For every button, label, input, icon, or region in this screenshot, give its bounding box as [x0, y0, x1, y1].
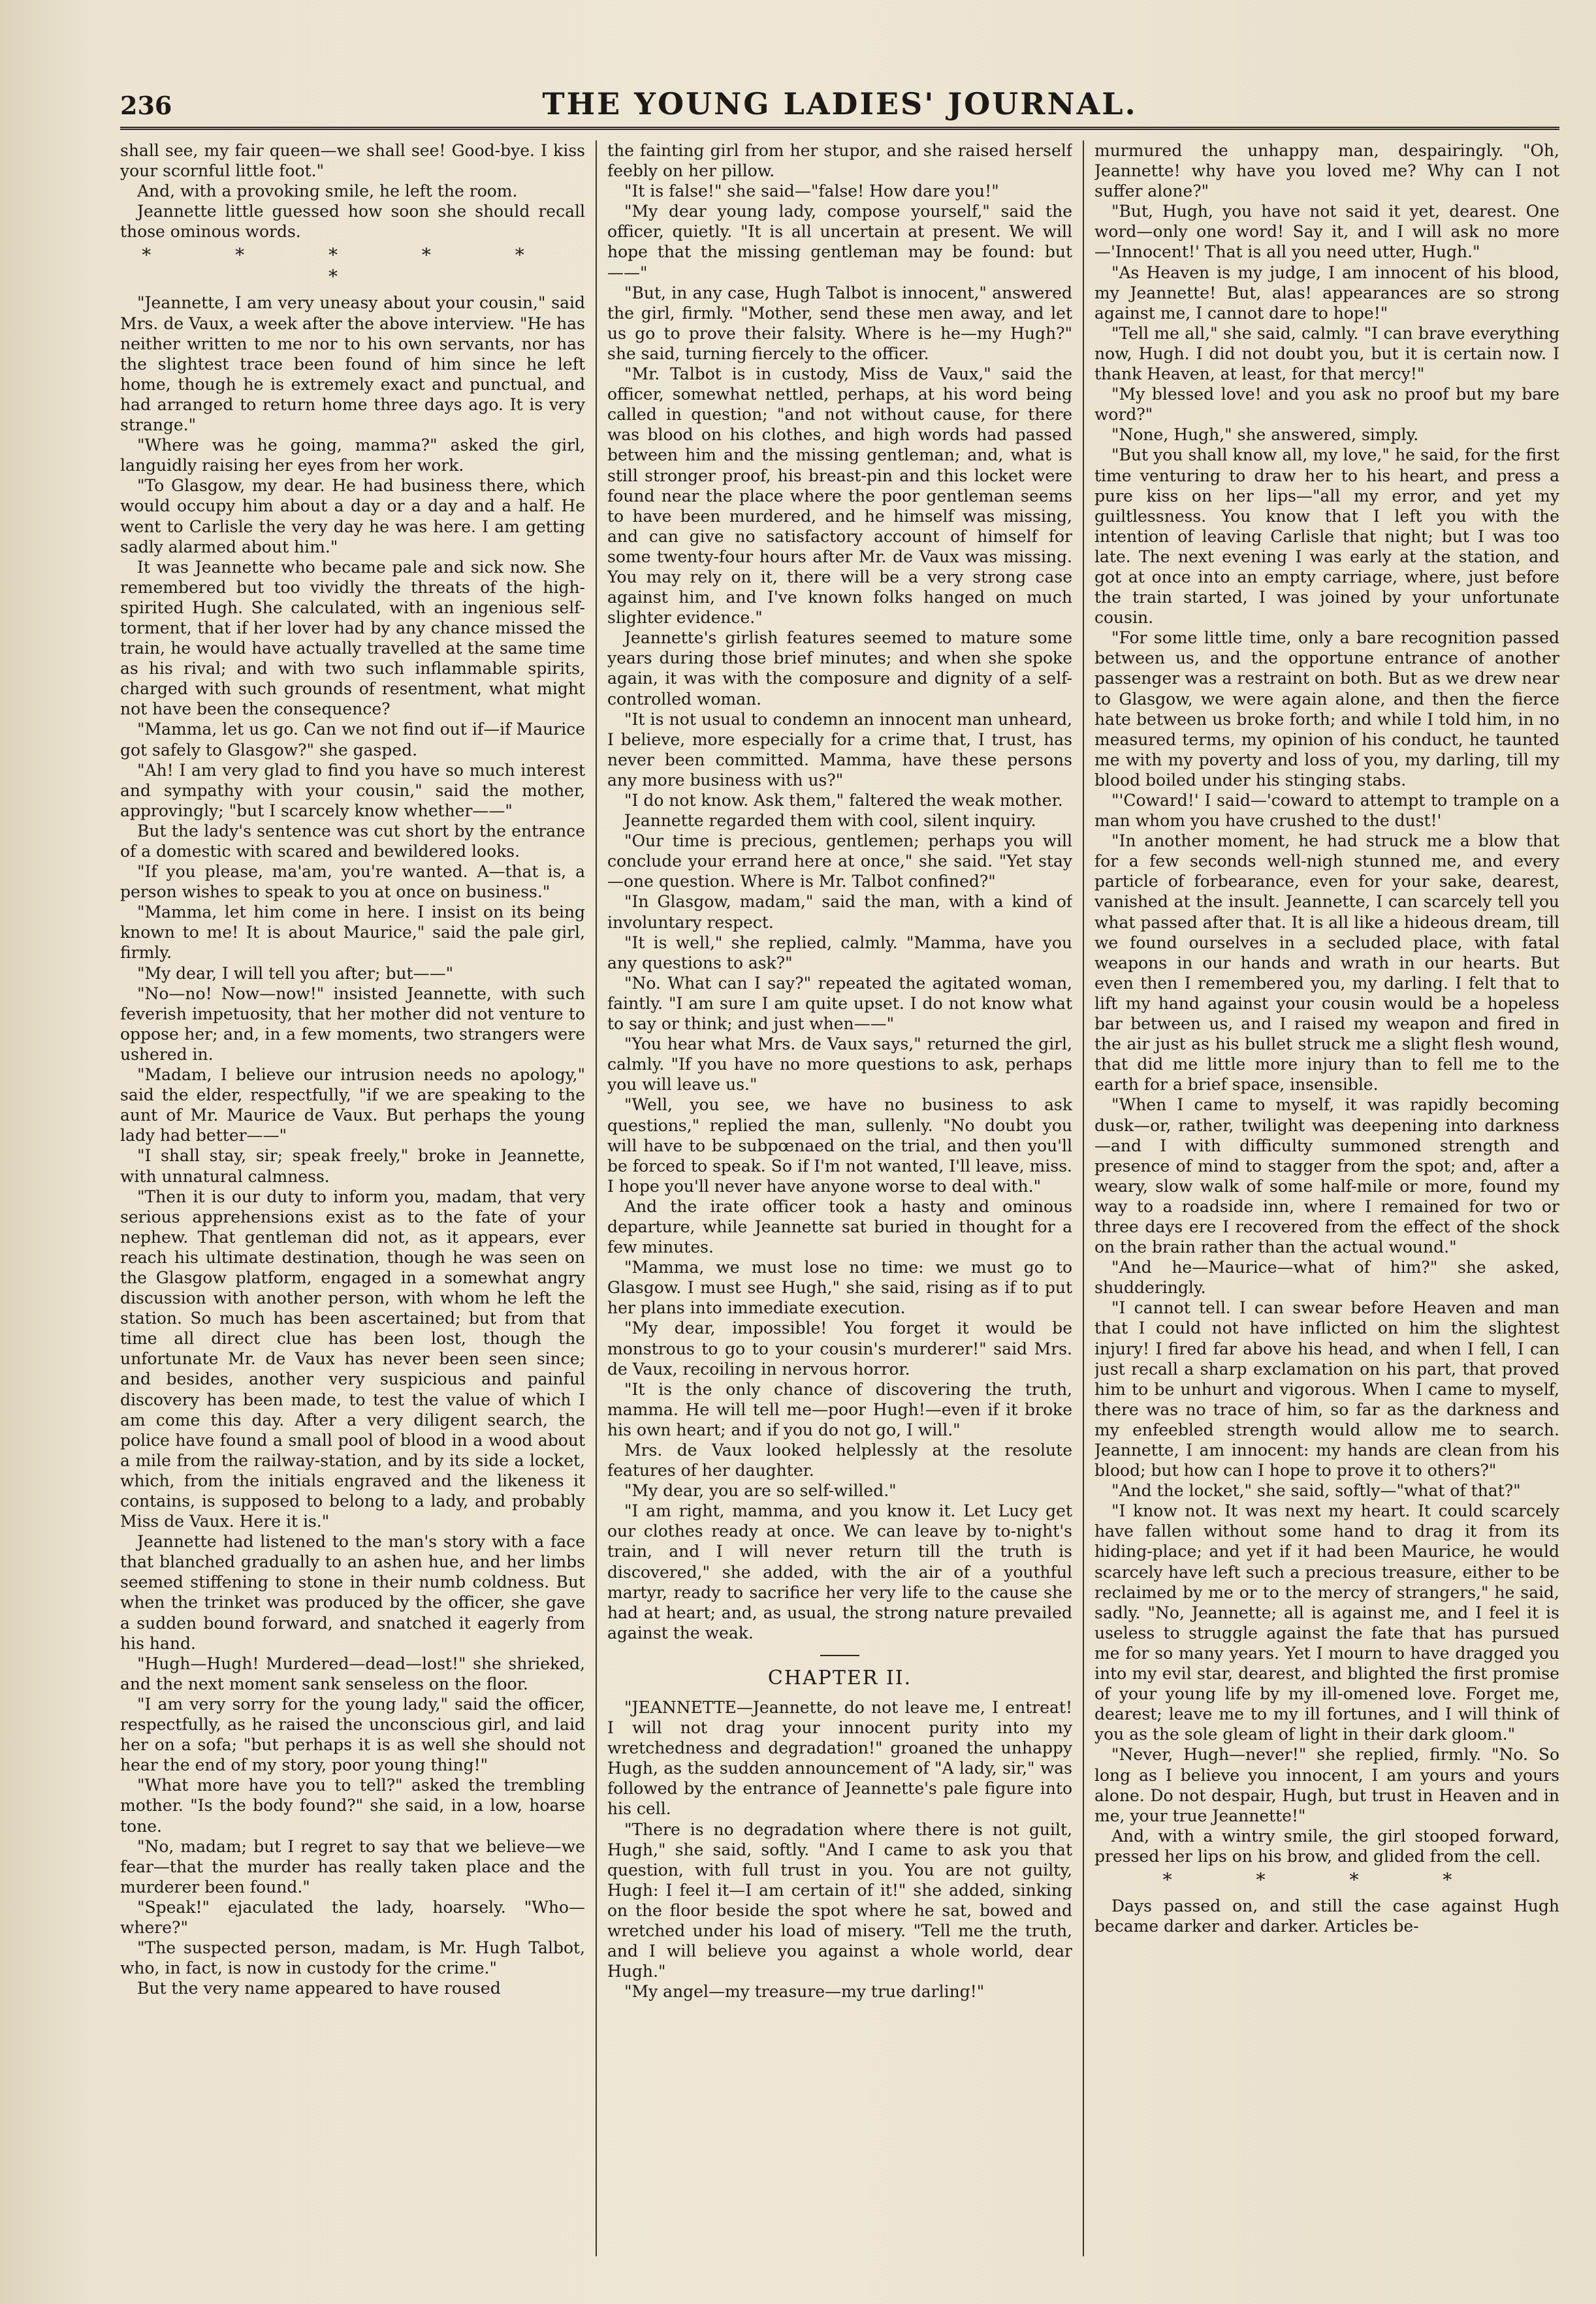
paragraph: Jeannette had listened to the man's story with a face that blanched gradually to an ashen hue, and her limbs seemed stiffening to stone in their numb coldness. But when the trinket was produced by the officer, she gave a sudden bound forward, and snatched it eagerly from his hand.: [120, 1532, 585, 1653]
paragraph: "No. What can I say?" repeated the agitated woman, faintly. "I am sure I am quite upset. I do not know what to say or think; and just when——": [607, 973, 1072, 1034]
paragraph: "Mamma, let us go. Can we not find out if—if Maurice got safely to Glasgow?" she gasped.: [120, 720, 585, 760]
paragraph: "Mr. Talbot is in custody, Miss de Vaux," said the officer, somewhat nettled, perhaps, at his word being called in question; "and not without cause, for there was blood on his clothes, and high words had passed between him and the missing gentleman; and, what is still stronger proof, his breast-pin and this locket were found near the place where the poor gentleman seems to have been murdered, and he himself was missing, and can give no satisfactory account of himself for some twenty-four hours after Mr. de Vaux was missing. You may rely on it, there will be a very strong case against him, and I've known folks hanged on much slighter evidence.": [607, 364, 1072, 628]
paragraph: "It is false!" she said—"false! How dare you!": [624, 182, 999, 201]
paragraph: Jeannette's girlish features seemed to mature some years during those brief minutes; and when she spoke again, it was with the composure and dignity of a self-controlled woman.: [607, 628, 1072, 709]
paragraph: "In another moment, he had struck me a blow that for a few seconds well-nigh stunned me, and every particle of forbearance, even for your sake, dearest, vanished at the insult. Jeannette, I can scarcely tell you what passed after that. It is all like a hideous dream, till we found ourselves in a secluded place, with fatal weapons in our hands and wrath in our hearts. But even then I remembered you, my darling. I felt that to lift my hand against your cousin would be a hopeless bar between us, and I raised my weapon and fired in the air just as his bullet struck me a slight flesh wound, that did me little more injury than to fell me to the earth for a brief space, insensible.: [1094, 831, 1559, 1095]
paragraph: murmured the unhappy man, despairingly. "Oh, Jeannette! why have you loved me? Why can I not suffer alone?": [1094, 141, 1559, 201]
paragraph: "But you shall know all, my love," he said, for the first time venturing to draw her to his heart, and press a pure kiss on her lips—"all my error, and yet my guiltlessness. You know that I left you with the intention of leaving Carlisle that night; but I was too late. The next evening I was early at the station, and got at once into an empty carriage, where, just before the train started, I was joined by your unfortunate cousin.: [1094, 445, 1559, 628]
paragraph: "It is well," she replied, calmly. "Mamma, have you any questions to ask?": [607, 933, 1072, 972]
column-2: [607, 140, 1072, 2256]
page-number: 236: [120, 91, 172, 120]
paragraph: "Madam, I believe our intrusion needs no apology," said the elder, respectfully, "if we are speaking to the aunt of Mr. Maurice de Vaux. But perhaps the young lady had better——": [120, 1065, 585, 1145]
paragraph: "Where was he going, mamma?" asked the girl, languidly raising her eyes from her work.: [120, 436, 585, 475]
paragraph: "Tell me all," she said, calmly. "I can brave everything now, Hugh. I did not doubt you, but it is certain now. I thank Heaven, at least, for that mercy!": [1094, 323, 1559, 384]
paragraph: "Speak!" ejaculated the lady, hoarsely. "Who—where?": [120, 1897, 585, 1937]
paragraph: "No, madam; but I regret to say that we believe—we fear—that the murder has really taken place and the murderer been found.": [120, 1836, 585, 1896]
paragraph: "JEANNETTE—Jeannette, do not leave me, I entreat! I will not drag your innocent purity into my wretchedness and degradation!" groaned the unhappy Hugh, as the sudden announcement of "A lady, sir," was followed by the entrance of Jeannette's pale figure into his cell.: [607, 1697, 1072, 1819]
paragraph: "For some little time, only a bare recognition passed between us, and the opportune entrance of another passenger was a restraint on both. But as we drew near to Glasgow, we were again alone, and then the fierce hate between us broke forth; and while I told him, in no measured terms, my opinion of his conduct, he taunted me with my poverty and loss of you, my darling, till my blood boiled under his stinging stabs.: [1094, 628, 1559, 790]
paragraph: "I cannot tell. I can swear before Heaven and man that I could not have inflicted on him the slightest injury! I fired far above his head, and when I fell, I can just recall a sharp exclamation on his part, that proved him to be unhurt and vigorous. When I came to myself, there was no trace of him, so far as the darkness and my enfeebled strength would allow me to search. Jeannette, I am innocent: my hands are clean from his blood; but how can I hope to prove it to others?": [1094, 1298, 1559, 1480]
page-header: [120, 84, 1559, 130]
paragraph: "I am right, mamma, and you know it. Let Lucy get our clothes ready at once. We can leave by to-night's train, and I will never return till the truth is discovered," she added, with the air of a youthful martyr, ready to sacrifice her very life to the cause she had at heart; and, as usual, the strong nature prevailed against the weak.: [607, 1501, 1072, 1642]
paragraph: "My dear, I will tell you after; but——": [137, 963, 454, 983]
paragraph: "I know not. It was next my heart. It could scarcely have fallen without some hand to drag it from its hiding-place; and yet if it had been Maurice, he would scarcely have left such a precious treasure, either to be reclaimed by me or to the mercy of strangers," he said, sadly. "No, Jeannette; all is against me, and I feel it is useless to struggle against the fate that has pursued me for so many years. Yet I mourn to have dragged you into my evil star, dearest, and blighted the first promise of your young life by my ill-omened love. Forget me, dearest; leave me to my ill fortunes, and I will think of you as the sole gleam of light in their dark gloom.": [1094, 1501, 1559, 1744]
paragraph: "'Coward!' I said—'coward to attempt to trample on a man whom you have crushed to the dust!': [1094, 791, 1559, 831]
paragraph: "Ah! I am very glad to find you have so much interest and sympathy with your cousin," said the mother, approvingly; "but I scarcely know whether——": [120, 760, 585, 820]
paragraph: Jeannette little guessed how soon she should recall those ominous words.: [120, 202, 585, 242]
paragraph: But the lady's sentence was cut short by the entrance of a domestic with scared and bewildered looks.: [120, 821, 585, 861]
paragraph: "Our time is precious, gentlemen; perhaps you will conclude your errand here at once," she said. "Yet stay—one question. Where is Mr. Talbot confined?": [607, 831, 1072, 891]
paragraph: "My dear young lady, compose yourself," said the officer, quietly. "It is all uncertain at present. We will hope that the missing gentleman may be found: but——": [607, 202, 1072, 282]
paragraph: "I shall stay, sir; speak freely," broke in Jeannette, with unnatural calmness.: [120, 1146, 585, 1186]
paragraph: "None, Hugh," she answered, simply.: [1111, 425, 1419, 445]
paragraph: "The suspected person, madam, is Mr. Hugh Talbot, who, in fact, is now in custody for the crime.": [120, 1938, 585, 1978]
paragraph: "And he—Maurice—what of him?" she asked, shudderingly.: [1094, 1258, 1559, 1298]
paragraph: Days passed on, and still the case against Hugh became darker and darker. Articles be-: [1094, 1896, 1559, 1936]
paragraph: "My angel—my treasure—my true darling!": [624, 1982, 985, 2002]
paragraph: "My dear, impossible! You forget it would be monstrous to go to your cousin's murderer!" said Mrs. de Vaux, recoiling in nervous horror.: [607, 1319, 1072, 1379]
paragraph: "Never, Hugh—never!" she replied, firmly. "No. So long as I believe you innocent, I am yours and yours alone. Do not despair, Hugh, but trust in Heaven and in me, your true Jeannette!": [1094, 1745, 1559, 1825]
chapter-heading: CHAPTER II.: [767, 1666, 912, 1689]
paragraph: "And the locket," she said, softly—"what of that?": [1111, 1481, 1521, 1501]
paragraph: "As Heaven is my judge, I am innocent of his blood, my Jeannette! But, alas! appearances are so strong against me, I cannot dare to hope!": [1094, 263, 1559, 323]
paragraph: Mrs. de Vaux looked helplessly at the resolute features of her daughter.: [607, 1441, 1072, 1480]
paragraph: "I am very sorry for the young lady," said the officer, respectfully, as he raised the unconscious girl, and laid her on a sofa; "but perhaps it is as well she should not hear the end of my story, poor young thing!": [120, 1694, 585, 1775]
paragraph: "My dear, you are so self-willed.": [624, 1481, 897, 1501]
paragraph: "Jeannette, I am very uneasy about your cousin," said Mrs. de Vaux, a week after the above interview. "He has neither written to me nor to his own servants, nor has the slightest trace been found of him since he left home, though he is extremely exact and punctual, and had arranged to return home three days ago. It is very strange.": [120, 293, 585, 435]
paragraph: "But, in any case, Hugh Talbot is innocent," answered the girl, firmly. "Mother, send these men away, and let us go to prove their falsity. Where is he—my Hugh?" she said, turning fiercely to the officer.: [607, 283, 1072, 363]
paragraph: Jeannette regarded them with cool, silent inquiry.: [624, 811, 1036, 831]
section-break: * * * *: [1162, 1868, 1492, 1891]
paragraph: "In Glasgow, madam," said the man, with a kind of involuntary respect.: [607, 892, 1072, 932]
paragraph: "But, Hugh, you have not said it yet, dearest. One word—only one word! Say it, and I will ask no more—'Innocent!' That is all you need utter, Hugh.": [1094, 202, 1559, 262]
paragraph: "Well, you see, we have no business to ask questions," replied the man, sullenly. "No doubt you will have to be subpœnaed on the trial, and then you'll be forced to speak. So if I'm not wanted, I'll leave, miss. I hope you'll never have anyone worse to deal with.": [607, 1095, 1072, 1196]
paragraph: "Mamma, we must lose no time: we must go to Glasgow. I must see Hugh," she said, rising as if to put her plans into immediate execution.: [607, 1258, 1072, 1318]
paragraph: It was Jeannette who became pale and sick now. She remembered but too vividly the threats of the high-spirited Hugh. She calculated, with an ingenious self-torment, that if her lover had by any chance missed the train, he would have actually travelled at the same time as his rival; and with two such inflammable spirits, charged with such grounds of resentment, what might not have been the consequence?: [120, 557, 585, 719]
paragraph: And, with a wintry smile, the girl stooped forward, pressed her lips on his brow, and glided from the cell.: [1094, 1826, 1559, 1866]
paragraph: "If you please, ma'am, you're wanted. A—that is, a person wishes to speak to you at once on business.": [120, 862, 585, 902]
paragraph: "Hugh—Hugh! Murdered—dead—lost!" she shrieked, and the next moment sank senseless on the floor.: [120, 1654, 585, 1693]
paragraph: And the irate officer took a hasty and ominous departure, while Jeannette sat buried in thought for a few minutes.: [607, 1196, 1072, 1257]
paragraph: "I do not know. Ask them," faltered the weak mother.: [624, 791, 1063, 810]
paragraph: "No—no! Now—now!" insisted Jeannette, with such feverish impetuosity, that her mother did not venture to oppose her; and, in a few moments, two strangers were ushered in.: [120, 984, 585, 1064]
paragraph: But the very name appeared to have roused: [137, 1979, 501, 1998]
paragraph: the fainting girl from her stupor, and she raised herself feebly on her pillow.: [607, 141, 1072, 181]
paragraph: "When I came to myself, it was rapidly becoming dusk—or, rather, twilight was deepening into darkness—and I with difficulty summoned strength and presence of mind to stagger from the spot; and, after a weary, slow walk of some half-mile or more, found my way to a roadside inn, where I remained for two or three days ere I recovered from the effect of the shock on the brain rather than the actual wound.": [1094, 1095, 1559, 1257]
paragraph: And, with a provoking smile, he left the room.: [137, 182, 518, 201]
paragraph: "There is no degradation where there is not guilt, Hugh," she said, softly. "And I came to ask you that question, with full trust in you. You are not guilty, Hugh: I feel it—I am certain of it!" she added, sinking on the floor beside the spot where he sat, bowed and wretched under his load of misery. "Tell me the truth, and I will believe you against a whole world, dear Hugh.": [607, 1819, 1072, 1981]
paragraph: "Mamma, let him come in here. I insist on its being known to me! It is about Maurice," said the pale girl, firmly.: [120, 903, 585, 963]
journal-title: THE YOUNG LADIES' JOURNAL.: [542, 86, 1138, 121]
paragraph: "To Glasgow, my dear. He had business there, which would occupy him about a day or a day and a half. He went to Carlisle the very day he was here. I am getting sadly alarmed about him.": [120, 476, 585, 556]
paragraph: shall see, my fair queen—we shall see! Good-bye. I kiss your scornful little foot.": [120, 141, 585, 181]
paragraph: "Then it is our duty to inform you, madam, that very serious apprehensions exist as to the fate of your nephew. That gentleman did not, as it appears, ever reach his ultimate destination, though he was seen on the Glasgow platform, engaged in a somewhat angry discussion with another person, with whom he left the station. So much has been ascertained; but from that time all direct clue has been lost, though the unfortunate Mr. de Vaux has never been seen since; and besides, another very suspicious and painful discovery has been made, to test the value of which I am come this day. After a very diligent search, the police have found a small pool of blood in a wood about a mile from the railway-station, and by its side a locket, which, from the initials engraved and the likeness it contains, is supposed to belong to a lady, and probably Miss de Vaux. Here it is.": [120, 1187, 585, 1531]
paragraph: "What more have you to tell?" asked the trembling mother. "Is the body found?" she said, in a low, hoarse tone.: [120, 1776, 585, 1836]
section-break: * * * * * *: [142, 244, 564, 288]
text-columns: [120, 140, 1559, 2256]
paragraph: "My blessed love! and you ask no proof but my bare word?": [1094, 385, 1559, 424]
paragraph: "You hear what Mrs. de Vaux says," returned the girl, calmly. "If you have no more questions to ask, perhaps you will leave us.": [607, 1034, 1072, 1095]
paragraph: "It is the only chance of discovering the truth, mamma. He will tell me—poor Hugh!—even if it broke his own heart; and if you do not go, I will.": [607, 1379, 1072, 1439]
column-3: [1094, 140, 1559, 2256]
column-1: [120, 140, 585, 2256]
section-rule: [820, 1655, 859, 1656]
paragraph: "It is not usual to condemn an innocent man unheard, I believe, more especially for a crime that, I trust, has never been committed. Mamma, have these persons any more business with us?": [607, 709, 1072, 790]
